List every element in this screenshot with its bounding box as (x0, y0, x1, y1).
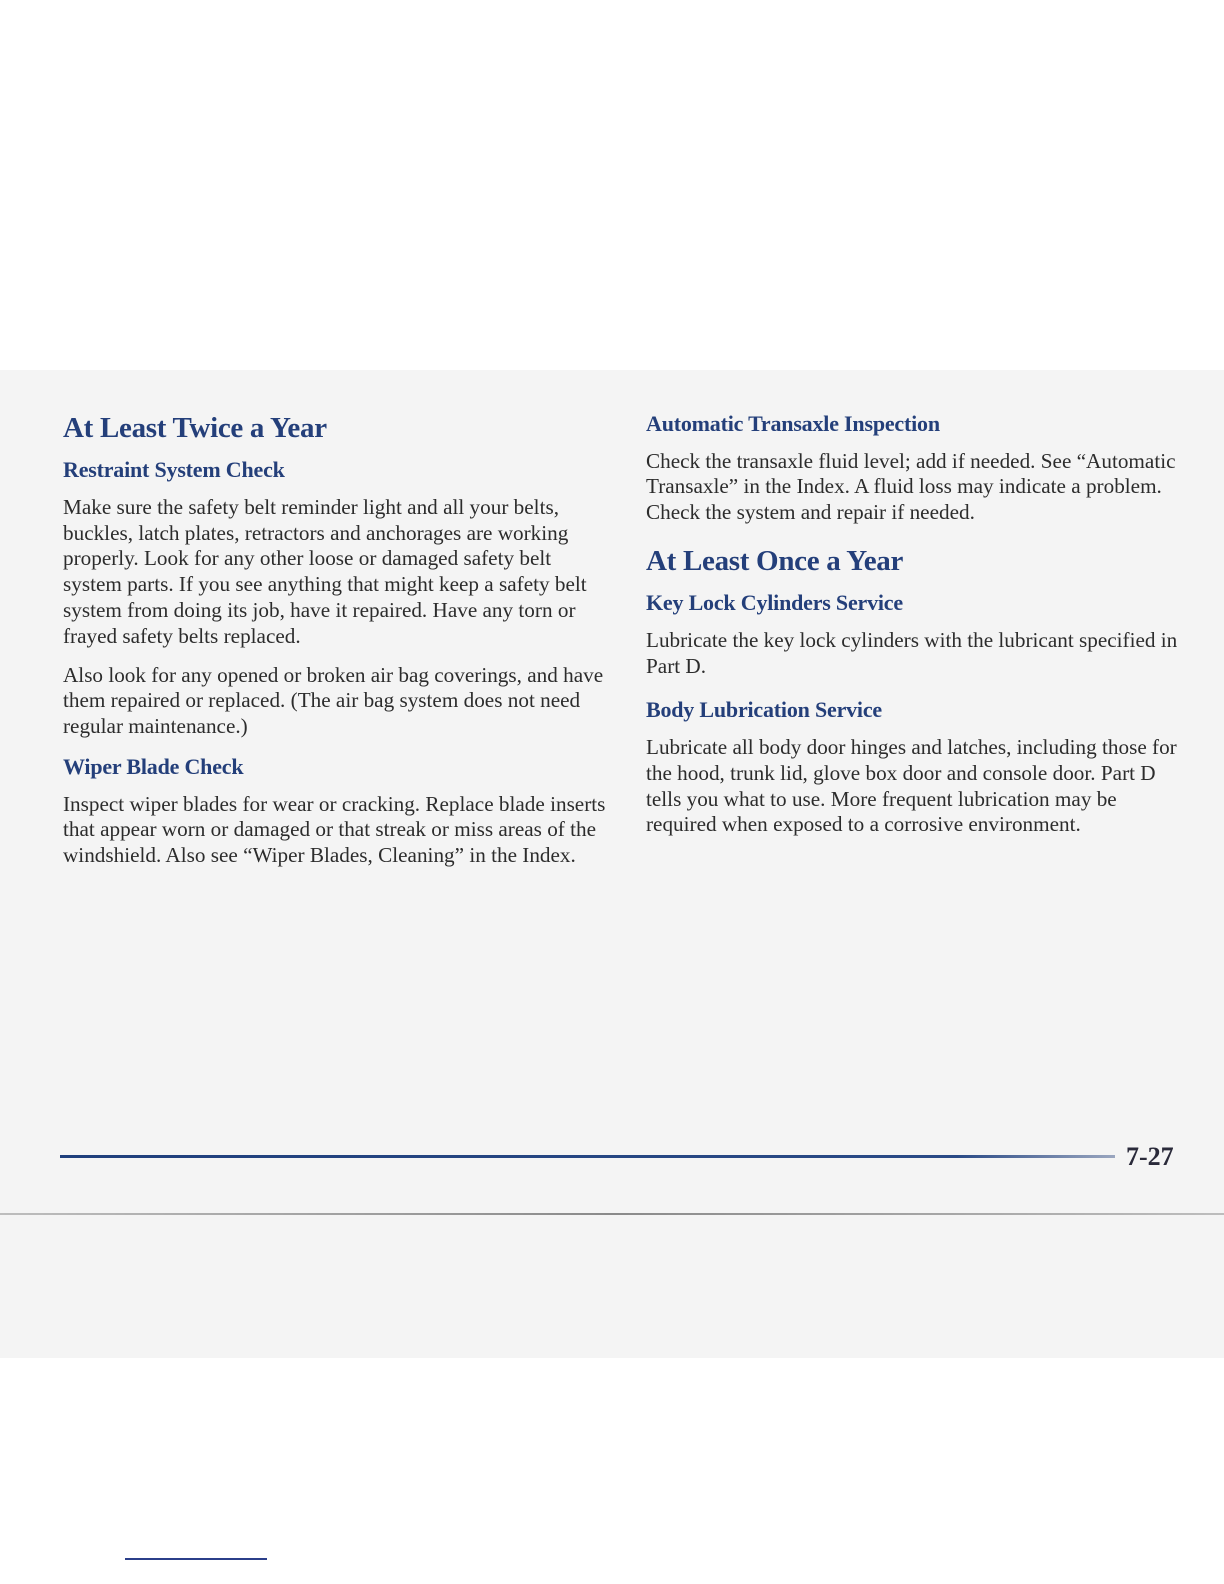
footer-rule (60, 1155, 1115, 1158)
restraint-paragraph-1: Make sure the safety belt reminder light and all your belts, buckles, latch plates, retractors and anchorages are working properly. Look for any other loose or damaged safety belt system parts. If you see anything that might keep a safety belt system from doing its job, have it repaired. Have any torn or frayed safety belts replaced. (63, 494, 587, 648)
manual-page (0, 370, 1224, 1358)
section-title-twice-a-year: At Least Twice a Year (63, 412, 327, 444)
left-column (63, 410, 608, 882)
page-number: 7-27 (1126, 1142, 1174, 1171)
page-bottom-edge (0, 1213, 1224, 1215)
transaxle-paragraph: Check the transaxle fluid level; add if needed. See “Automatic Transaxle” in the Index. A fluid loss may indicate a problem. Check the system and repair if needed. (646, 448, 1176, 525)
heading-body-lubrication-service: Body Lubrication Service (646, 697, 882, 723)
restraint-paragraph-2: Also look for any opened or broken air bag coverings, and have them repaired or replaced. (The air bag system does not need regular maintenance.) (63, 662, 604, 739)
body-lube-paragraph: Lubricate all body door hinges and latches, including those for the hood, trunk lid, glove box door and console door. Part D tells you what to use. More frequent lubrication may be required when exposed to a corrosive environment. (646, 735, 1177, 837)
wiper-paragraph: Inspect wiper blades for wear or cracking. Replace blade inserts that appear worn or damaged or that streak or miss areas of the windshield. Also see “Wiper Blades, Cleaning” in the Index. (63, 791, 606, 868)
heading-wiper-blade-check: Wiper Blade Check (63, 754, 244, 780)
heading-restraint-system-check: Restraint System Check (63, 457, 285, 483)
divider-line (125, 1558, 267, 1560)
heading-automatic-transaxle-inspection: Automatic Transaxle Inspection (646, 411, 940, 436)
key-lock-paragraph: Lubricate the key lock cylinders with the lubricant specified in Part D. (646, 627, 1178, 678)
section-title-once-a-year: At Least Once a Year (646, 544, 904, 577)
heading-key-lock-cylinders-service: Key Lock Cylinders Service (646, 590, 903, 616)
right-column (646, 410, 1191, 855)
